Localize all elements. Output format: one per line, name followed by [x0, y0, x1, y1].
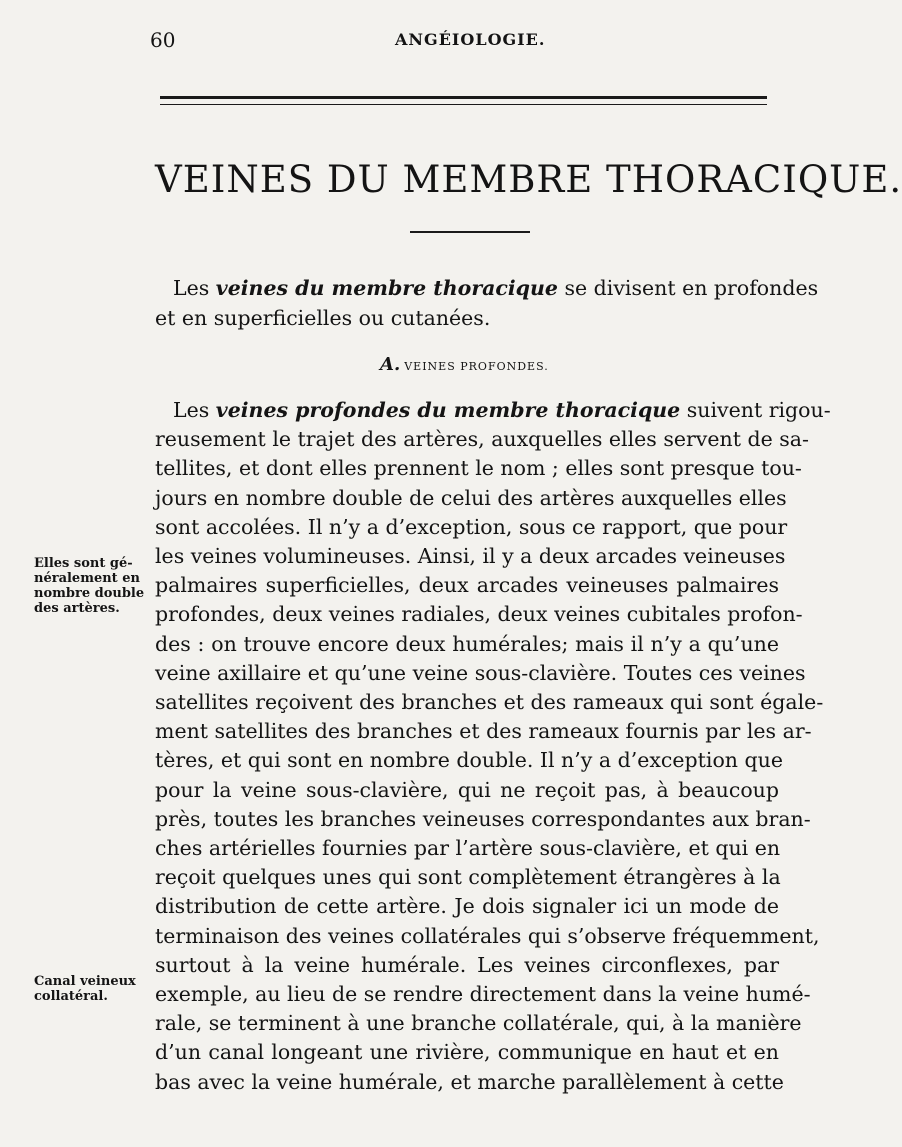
margin-note-line: Canal veineux — [34, 974, 136, 989]
intro-paragraph — [155, 273, 819, 333]
subsection-letter: A. — [380, 354, 401, 375]
margin-note-line: Elles sont gé- — [34, 556, 133, 571]
body-line: tères, et qui sont en nombre double. Il n’y a d’exception que — [155, 748, 783, 773]
intro-pre: Les — [173, 276, 216, 300]
intro-emphasis: veines du membre thoracique — [215, 276, 558, 300]
body-line: satellites reçoivent des branches et des rameaux qui sont égale- — [155, 690, 824, 715]
margin-note-canal — [34, 974, 154, 1004]
subsection-text: VEINES PROFONDES. — [404, 360, 549, 373]
body-line: près, toutes les branches veineuses correspondantes aux bran- — [155, 806, 811, 831]
intro-line-1 — [155, 273, 819, 303]
running-header — [0, 24, 800, 54]
body-line: sont accolées. Il n’y a d’exception, sous ce rapport, que pour — [155, 514, 788, 539]
body-line: palmaires superficielles, deux arcades veineuses palmaires — [155, 573, 779, 598]
margin-note-line: collatéral. — [34, 989, 108, 1004]
subsection-heading — [380, 354, 549, 375]
margin-note-line: nombre double — [34, 586, 145, 601]
body-line: pour la veine sous-clavière, qui ne reçoit pas, à beaucoup — [155, 777, 779, 802]
body-line: ment satellites des branches et des rameaux fournis par les ar- — [155, 719, 812, 744]
title-divider — [410, 231, 530, 233]
body-line: reçoit quelques unes qui sont complètement étrangères à la — [155, 865, 781, 890]
body-line: surtout à la veine humérale. Les veines circonflexes, par — [155, 952, 779, 977]
body-line: des : on trouve encore deux humérales; mais il n’y a qu’une — [155, 631, 779, 656]
body-first-post: suivent rigou- — [680, 398, 831, 422]
running-title: ANGÉIOLOGIE. — [395, 30, 546, 49]
body-line: distribution de cette artère. Je dois signaler ici un mode de — [155, 894, 779, 919]
margin-note-double — [34, 556, 154, 616]
intro-line-2: et en superficielles ou cutanées. — [155, 306, 491, 330]
body-line: profondes, deux veines radiales, deux veines cubitales profon- — [155, 602, 803, 627]
margin-note-line: des artères. — [34, 601, 120, 616]
body-line: d’un canal longeant une rivière, communique en haut et en — [155, 1040, 779, 1065]
body-line: exemple, au lieu de se rendre directement dans la veine humé- — [155, 982, 811, 1007]
body-line: bas avec la veine humérale, et marche parallèlement à cette — [155, 1069, 784, 1094]
body-line-first — [155, 396, 831, 425]
double-rule-thick — [160, 96, 767, 99]
intro-post: se divisent en profondes — [557, 276, 819, 300]
body-line: les veines volumineuses. Ainsi, il y a deux arcades veineuses — [155, 544, 786, 569]
double-rule-thin — [160, 104, 767, 105]
body-line: ches artérielles fournies par l’artère sous-clavière, et qui en — [155, 836, 781, 861]
body-line: jours en nombre double de celui des artères auxquelles elles — [155, 485, 787, 510]
body-line: tellites, et dont elles prennent le nom ; elles sont presque tou- — [155, 456, 802, 481]
body-line: reusement le trajet des artères, auxquelles elles servent de sa- — [155, 427, 809, 452]
body-line: terminaison des veines collatérales qui s’observe fréquemment, — [155, 923, 820, 948]
body-first-emphasis: veines profondes du membre thoracique — [215, 398, 681, 422]
body-line: veine axillaire et qu’une veine sous-clavière. Toutes ces veines — [155, 660, 806, 685]
page-number: 60 — [150, 28, 176, 52]
section-title: VEINES DU MEMBRE THORACIQUE. — [155, 158, 902, 201]
body-first-pre: Les — [173, 398, 216, 422]
margin-note-line: néralement en — [34, 571, 140, 586]
body-line: rale, se terminent à une branche collatérale, qui, à la manière — [155, 1011, 802, 1036]
body-paragraph — [155, 396, 831, 1097]
